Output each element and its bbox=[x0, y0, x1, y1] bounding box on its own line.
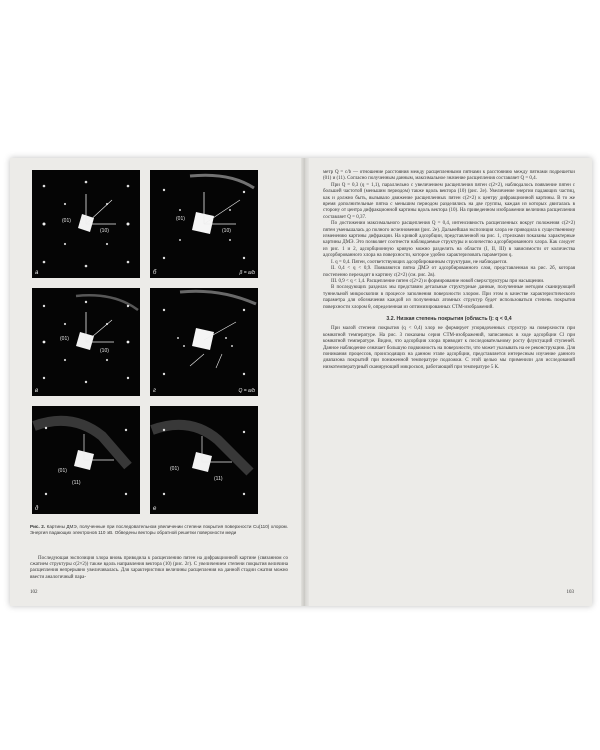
panel-letter: б bbox=[153, 270, 157, 276]
paragraph: По достижении максимального расщепления Q = 0,4, интенсивность расщепленных вокруг положения c(2×2) пятен уменьшалась до полного исчезновения (рис. 2е). Дальнейшая экспозиция хлора не приводила к существенному изменению картины дифракции. На кривой адсорбции, представленной на рис. 1, стрелками показаны характерные картины ДМЭ. Это позволяет соотнести наблюдаемые структуры и количество адсорбированного хлора. Как следует из рис. 1 и 2, адсорбционную кривую можно разделить на области (I, II, III) в зависимости от количества адсорбированного хлора на поверхности, которое удобно характеризовать параметром q. bbox=[323, 221, 575, 259]
panel-letter: г bbox=[153, 388, 156, 394]
panel-letter: е bbox=[153, 506, 157, 512]
panel-index-label: (10) bbox=[222, 228, 231, 234]
leed-pattern-f bbox=[150, 406, 258, 514]
panel-letter: а bbox=[35, 270, 39, 276]
panel-index-label: (11) bbox=[214, 476, 223, 482]
leed-panel-c bbox=[32, 288, 140, 396]
leed-pattern-e bbox=[32, 406, 140, 514]
panel-letter: в bbox=[35, 388, 39, 394]
figure-caption-lead: Рис. 2. bbox=[30, 524, 46, 529]
panel-index-label: (11) bbox=[72, 480, 81, 486]
book-spread bbox=[10, 158, 592, 606]
figure-caption-text: Картины ДМЭ, полученные при последовательном увеличении степени покрытия поверхности Cu(110) хлором. Энергия падающих электронов 110 эВ. Обведены векторы обратной решетки поверхности меди bbox=[30, 524, 288, 535]
panel-index-label: (10) bbox=[100, 348, 109, 354]
panel-index-label: (01) bbox=[170, 466, 179, 472]
figure-caption bbox=[30, 524, 288, 536]
leed-pattern-d bbox=[150, 288, 258, 396]
paragraph: В последующих разделах мы представим детальные структурные данные, полученные методом сканирующей туннельной микроскопии в процессе заполнения поверхности хлором. При этом в качестве характеристического параметра для обозначения каждой из полученных атомных структур будет использоваться степень покрытия поверхности хлором θ, определенная из оптимизированных СТМ-изображений. bbox=[323, 285, 575, 310]
leed-panel-a bbox=[32, 170, 140, 278]
right-page bbox=[309, 158, 592, 606]
paragraph: Последующая экспозиция хлора вновь приводила к расщеплению пятен на дифракционной картине (связанном со сжатием структуры c(2×2)) также вдоль направления вектора (10) (рис. 2г). С увеличением степени покрытия величина расщепления непрерывно увеличивалась. Для характеристики величины расщепления на данной стадии сжатия можно ввести аналогичный пара- bbox=[30, 556, 288, 580]
page-number-left: 102 bbox=[30, 590, 38, 595]
panel-index-label: (01) bbox=[60, 336, 69, 342]
paragraph: метр Q = c/b — отношение расстояния между расщепленными пятнами к расстоянию между пятнами подрешетки (01) и (11). Согласно полученным данным, максимальное значение расщепления составляет Q = 0,4. bbox=[323, 170, 575, 182]
book-gutter bbox=[301, 158, 309, 606]
leed-pattern-a bbox=[32, 170, 140, 278]
left-page bbox=[10, 158, 301, 606]
panel-parameter-label: Q = a/b bbox=[238, 388, 255, 394]
panel-parameter-label: β = a/b bbox=[239, 270, 255, 276]
leed-panel-f bbox=[150, 406, 258, 514]
list-item: I. q = 0,4. Пятен, соответствующих адсорбированным структурам, не наблюдается. bbox=[331, 259, 508, 265]
panel-letter: д bbox=[35, 506, 39, 512]
panel-index-label: (01) bbox=[62, 218, 71, 224]
list-item: II. 0,4 < q < 0,9. Появляются пятна ДМЭ от адсорбированного слоя, представленная на рис. 2б, которая постепенно переходит в картину c(2×2) (см. рис. 2в). bbox=[323, 266, 575, 278]
panel-index-label: (10) bbox=[100, 228, 109, 234]
paragraph: При Q = 0,3 (q = 1,1), параллельно с увеличением расщепления пятен c(2×2), наблюдалось появление пятен с большей частотой (меньшим периодом) также вдоль вектора (10) (рис. 2е). Увеличение энергии падающих частиц, как и должно быть, вызывало движение расщепленных пятен c(2×2) к центру дифракционной картины. В то же время дополнительные пятна с меньшим периодом разделялись на две группы, каждая из которых двигалась в сторону от центра дифракционной картины вдоль вектора (10). На приведенном изображении величина расщепления составляет Q = 0,37. bbox=[323, 182, 575, 220]
leed-panel-b bbox=[150, 170, 258, 278]
leed-pattern-c bbox=[32, 288, 140, 396]
paragraph: При малой степени покрытия (q < 0,4) хлор не формирует упорядоченных структур на поверхности при комнатной температуре. На рис. 3 показаны серия СТМ-изображений, записанных в ходе адсорбции Cl при комнатной температуре. Видно, что адсорбция хлора приводит к последовательному росту флуктуаций ступеней. Данное наблюдение означает большую подвижность на поверхности, что может указывать на ее реконструкцию. Для понимания процессов, происходящих на данном этапе адсорбции, представляется интересным изучение данного диапазона покрытий при пониженной температуре подложки. С этой целью мы применили для исследований низкотемпературный сканирующий микроскоп, работающий при температуре 5 К. bbox=[323, 326, 575, 370]
left-body-text bbox=[30, 556, 288, 581]
panel-index-label: (01) bbox=[176, 216, 185, 222]
leed-panel-d bbox=[150, 288, 258, 396]
list-item: III. 0,9 < q < 1,4. Расщепление пятен c(2×2) и формирование новой сверхструктуры при насыщении. bbox=[331, 278, 545, 284]
panel-index-label: (01) bbox=[58, 468, 67, 474]
page-number-right: 103 bbox=[566, 590, 574, 595]
right-body-text bbox=[323, 170, 575, 371]
leed-panel-e bbox=[32, 406, 140, 514]
figure-leed-patterns bbox=[32, 170, 262, 520]
leed-pattern-b bbox=[150, 170, 258, 278]
section-heading: 3.2. Низкая степень покрытия (область I): q < 0,4 bbox=[386, 315, 512, 322]
